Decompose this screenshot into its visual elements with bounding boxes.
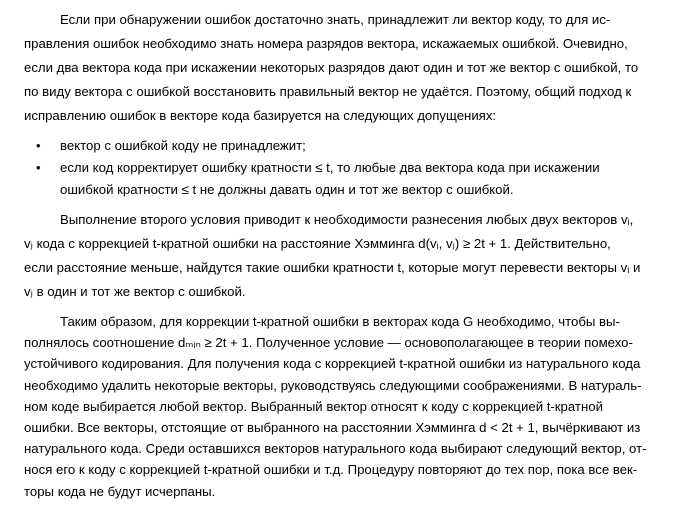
p3-line-1: Таким образом, для коррекции t-кратной ошибки в векторах кода G необходимо, чтобы вы- (60, 314, 620, 329)
p2-line-2: vⱼ кода с коррекцией t-кратной ошибки на расстояние Хэмминга d(vᵢ, vⱼ) ≥ 2t + 1. Действительно, (24, 236, 611, 251)
p3-line-7: натурального кода. Среди оставшихся векторов натурального кода выбирают следующий вектор, от- (24, 441, 647, 457)
p3-line-4: необходимо удалить некоторые векторы, руководствуясь следующими соображениями. В натураль- (24, 377, 642, 393)
p3-line-5: ном коде выбирается любой вектор. Выбранный вектор относят к коду с коррекцией t-кратной (24, 398, 603, 414)
p2-line-1: Выполнение второго условия приводит к необходимости разнесения любых двух векторов vᵢ, (60, 212, 634, 227)
p2-line-3: если расстояние меньше, найдутся такие ошибки кратности t, которые могут перевести векторы vᵢ и (24, 260, 641, 275)
p3-line-9: торы кода не будут исчерпаны. (24, 483, 216, 499)
p1-line-2: правления ошибок необходимо знать номера разрядов вектора, искажаемых ошибкой. Очевидно, (24, 36, 628, 51)
bullet-2-marker: • (36, 160, 41, 175)
p3-line-3: устойчивого кодирования. Для получения кода с коррекцией t-кратной ошибки из натурального кода (24, 356, 641, 372)
p2-line-4: vⱼ в один и тот же вектор с ошибкой. (24, 284, 246, 299)
bullet-1-line-1: вектор с ошибкой коду не принадлежит; (60, 138, 306, 153)
p3-line-2: полнялось соотношение dₘᵢₙ ≥ 2t + 1. Полученное условие — основополагающее в теории помехо- (24, 335, 633, 351)
p1-line-4: по виду вектора с ошибкой восстановить правильный вектор не удаётся. Поэтому, общий подход к (24, 84, 632, 99)
p3-line-6: ошибки. Все векторы, отстоящие от выбранного на расстоянии Хэмминга d < 2t + 1, вычёркивают из (24, 420, 641, 435)
bullet-2-line-2: ошибкой кратности ≤ t не должны давать один и тот же вектор с ошибкой. (60, 182, 514, 197)
bullet-1-marker: • (36, 138, 41, 153)
p1-line-5: исправлению ошибок в векторе кода базируется на следующих допущениях: (24, 108, 497, 123)
bullet-2-line-1: если код корректирует ошибку кратности ≤ t, то любые два вектора кода при искажении (60, 160, 600, 175)
p1-line-1: Если при обнаружении ошибок достаточно знать, принадлежит ли вектор коду, то для ис- (60, 12, 611, 27)
p1-line-3: если два вектора кода при искажении некоторых разрядов дают один и тот же вектор с ошибкой, то (24, 60, 639, 75)
p3-line-8: нося его к коду с коррекцией t-кратной ошибки и т.д. Процедуру повторяют до тех пор, пока все век- (24, 462, 638, 478)
